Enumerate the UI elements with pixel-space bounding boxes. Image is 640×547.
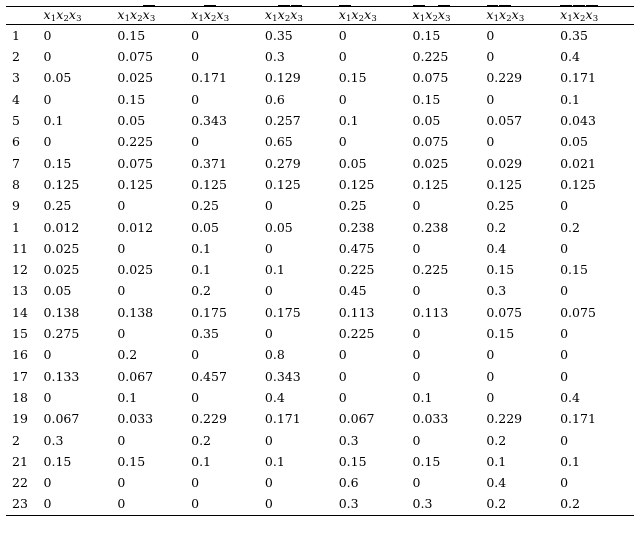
variable-subscript: 2 [358, 13, 365, 24]
table-cell: 0.15 [486, 326, 515, 342]
table-cell: 0.238 [338, 219, 375, 235]
table-cell: 0.021 [560, 155, 596, 171]
table-cell: 0.067 [43, 411, 80, 427]
column-header-c5 [339, 7, 413, 25]
table-cell: 0.225 [338, 326, 375, 342]
table-cell: 0.1 [338, 113, 359, 129]
table-cell: 0.371 [191, 155, 227, 171]
row-index-cell: 5 [12, 113, 20, 129]
variable-subscript: 2 [211, 13, 217, 24]
table-cell: 0.225 [117, 134, 154, 150]
table-cell: 0 [191, 493, 265, 515]
table-cell: 0.15 [413, 24, 487, 46]
column-header-c3 [191, 7, 265, 25]
table-cell: 0 [191, 475, 200, 491]
table-cell: 0 [43, 49, 52, 65]
variable-subscript: 1 [567, 13, 573, 24]
table-cell: 0.4 [264, 389, 285, 405]
variable-glyph: $x_1$ [43, 7, 57, 24]
variable-subscript: 3 [518, 13, 525, 24]
table-cell: 0 [560, 326, 569, 342]
variable-glyph: $x_1$ [264, 7, 278, 24]
variable-glyph: $x_2$ [572, 7, 586, 24]
row-index-cell: 2 [12, 49, 20, 65]
table-cell: 0 [412, 283, 421, 299]
table-cell: 0.075 [412, 70, 449, 86]
table-cell: 0 [338, 389, 347, 405]
variable-subscript: 1 [345, 13, 352, 24]
table-row [6, 195, 634, 216]
table-cell: 0.171 [560, 70, 596, 86]
table-cell: 0.15 [412, 91, 441, 107]
table-cell: 0.025 [117, 262, 154, 278]
table-cell: 0.1 [560, 91, 580, 107]
table-row [6, 430, 634, 451]
column-header-c4 [265, 7, 339, 25]
table-row [6, 344, 634, 365]
table-cell: 0 [412, 326, 421, 342]
table-cell: 0 [486, 91, 495, 107]
table-head [6, 7, 634, 25]
table-cell: 0 [486, 24, 560, 46]
table-cell: 0.1 [264, 453, 285, 469]
table-cell: 0.25 [43, 198, 72, 214]
table-cell: 0.05 [117, 113, 146, 129]
table-cell: 0.457 [191, 368, 227, 384]
variable-glyph: $x_1$ [117, 7, 130, 24]
table-cell: 0.15 [43, 155, 72, 171]
table-cell: 0.25 [191, 198, 219, 214]
table-cell: 0.012 [43, 219, 80, 235]
table-cell: 0 [486, 347, 495, 363]
table-cell: 0 [486, 134, 495, 150]
variable-subscript: 2 [137, 13, 143, 24]
table-cell: 0 [191, 49, 200, 65]
table-cell: 0.05 [191, 219, 219, 235]
variable-subscript: 2 [63, 13, 69, 24]
table-cell: 0 [338, 347, 347, 363]
variable-glyph: $x_1$ [560, 7, 573, 24]
table-cell: 0 [412, 347, 421, 363]
table-cell: 0.15 [117, 91, 146, 107]
table-cell: 0 [44, 24, 118, 46]
table-cell: 0.3 [339, 493, 413, 515]
table-cell: 0 [43, 347, 52, 363]
table-cell: 0.343 [191, 113, 227, 129]
table-row [6, 493, 634, 515]
row-index-cell: 14 [12, 304, 28, 320]
table-cell: 0.2 [560, 219, 580, 235]
table-cell: 0 [560, 368, 569, 384]
variable-glyph: $x_3$ [290, 7, 303, 24]
variable-glyph: $x_2$ [277, 7, 291, 24]
column-header-c1 [44, 7, 118, 25]
variable-glyph: $x_3$ [437, 7, 451, 24]
variable-subscript: 3 [371, 13, 377, 24]
table-cell: 0.075 [117, 49, 154, 65]
row-index-cell: 21 [12, 453, 28, 469]
variable-glyph: $x_2$ [351, 7, 365, 24]
row-index-cell: 6 [12, 134, 20, 150]
table-cell: 0 [43, 91, 52, 107]
variable-glyph: $x_2$ [203, 7, 217, 24]
table-cell: 0.025 [117, 70, 154, 86]
table-cell: 0.3 [413, 493, 487, 515]
table-cell: 0.15 [412, 453, 441, 469]
variable-glyph: $x_3$ [585, 7, 599, 24]
table-cell: 0.35 [191, 326, 219, 342]
table-cell: 0.033 [412, 411, 449, 427]
table-cell: 0.15 [117, 24, 191, 46]
table-cell: 0 [117, 240, 126, 256]
table-cell: 0.229 [486, 411, 523, 427]
table-cell: 0.113 [338, 304, 375, 320]
table-cell: 0.171 [191, 70, 227, 86]
table-cell: 0.025 [43, 262, 80, 278]
variable-glyph: $x_3$ [364, 7, 377, 24]
table-row [6, 387, 634, 408]
table-cell: 0.029 [486, 155, 523, 171]
table-cell: 0.1 [264, 262, 285, 278]
table-cell: 0.45 [338, 283, 367, 299]
table-cell: 0 [43, 134, 52, 150]
table-cell: 0 [486, 368, 495, 384]
table-cell: 0.171 [264, 411, 301, 427]
table-row [6, 24, 634, 46]
table-cell: 0 [486, 49, 495, 65]
table-cell: 0 [412, 240, 421, 256]
table-cell: 0.125 [264, 176, 301, 192]
table-cell: 0.05 [264, 219, 293, 235]
table-cell: 0.125 [412, 176, 449, 192]
table-cell: 0 [44, 493, 118, 515]
table-cell: 0.075 [412, 134, 449, 150]
table-cell: 0.033 [117, 411, 154, 427]
table-cell: 0.1 [191, 240, 212, 256]
table-cell: 0 [191, 347, 200, 363]
table-cell: 0.2 [117, 347, 138, 363]
table-cell: 0.075 [117, 155, 154, 171]
table-cell: 0.1 [486, 453, 507, 469]
table-cell: 0.125 [560, 176, 596, 192]
row-index-cell: 11 [12, 240, 28, 256]
variable-glyph: $x_2$ [425, 7, 438, 24]
table-row [6, 110, 634, 131]
row-index-cell: 1 [12, 219, 20, 235]
table-cell: 0 [560, 475, 569, 491]
table-cell: 0.175 [191, 304, 227, 320]
variable-glyph: $x_1$ [486, 7, 499, 24]
table-cell: 0.025 [412, 155, 449, 171]
table-cell: 0.4 [560, 389, 580, 405]
table-cell: 0 [264, 198, 273, 214]
variable-subscript: 2 [506, 13, 512, 24]
table-cell: 0.6 [264, 91, 285, 107]
table-cell: 0 [412, 432, 421, 448]
table-cell: 0 [264, 326, 273, 342]
table-cell: 0 [117, 493, 191, 515]
table-row [6, 174, 634, 195]
table-cell: 0 [117, 326, 126, 342]
table-cell: 0.125 [43, 176, 80, 192]
variable-subscript: 1 [50, 13, 57, 24]
table-cell: 0 [338, 49, 347, 65]
table-cell: 0.125 [486, 176, 523, 192]
table-cell: 0.257 [264, 113, 301, 129]
row-index-cell: 17 [12, 368, 28, 384]
table-cell: 0.65 [264, 134, 293, 150]
table-cell: 0.025 [43, 240, 80, 256]
row-index-cell: 13 [12, 283, 28, 299]
row-index-cell: 4 [12, 91, 20, 107]
table-cell: 0.1 [191, 262, 212, 278]
table-cell: 0.229 [191, 411, 227, 427]
table-cell: 0 [264, 432, 273, 448]
table-cell: 0.25 [338, 198, 367, 214]
row-index-cell: 3 [12, 70, 20, 86]
variable-subscript: 3 [297, 13, 303, 24]
table-row [6, 259, 634, 280]
table-cell: 0.3 [338, 432, 359, 448]
table-row [6, 217, 634, 238]
table-row [6, 67, 634, 88]
table-cell: 0.225 [338, 262, 375, 278]
variable-subscript: 1 [272, 13, 278, 24]
table-cell: 0 [117, 283, 126, 299]
table-cell: 0.15 [338, 70, 367, 86]
table-cell: 0 [191, 134, 200, 150]
table-cell: 0.1 [560, 453, 580, 469]
row-index-cell: 8 [12, 176, 20, 192]
table-cell: 0.138 [43, 304, 80, 320]
row-index-cell: 19 [12, 411, 28, 427]
table-cell: 0.3 [486, 283, 507, 299]
variable-subscript: 3 [149, 13, 156, 24]
table-cell: 0.067 [117, 368, 154, 384]
table-cell: 0.1 [117, 389, 138, 405]
variable-subscript: 1 [493, 13, 499, 24]
table-cell: 0 [412, 368, 421, 384]
row-index-cell: 18 [12, 389, 28, 405]
table-cell: 0 [338, 368, 347, 384]
table-cell: 0 [486, 389, 495, 405]
table-cell: 0 [191, 24, 265, 46]
column-header-c2 [117, 7, 191, 25]
table-cell: 0.2 [486, 493, 560, 515]
table-cell: 0.125 [117, 176, 154, 192]
table-cell: 0.35 [265, 24, 339, 46]
table-cell: 0 [117, 198, 126, 214]
variable-glyph: $x_2$ [498, 7, 512, 24]
table-body [6, 24, 634, 515]
table-cell: 0.4 [486, 240, 507, 256]
table-cell: 0.238 [412, 219, 449, 235]
row-index-cell: 12 [12, 262, 28, 278]
table-cell: 0.1 [191, 453, 212, 469]
row-index-cell: 22 [12, 475, 28, 491]
table-cell: 0.125 [191, 176, 227, 192]
table-row [6, 131, 634, 152]
variable-subscript: 3 [223, 13, 230, 24]
table-row [6, 451, 634, 472]
table-cell: 0.2 [191, 283, 212, 299]
table-cell: 0.133 [43, 368, 80, 384]
variable-glyph: $x_2$ [130, 7, 143, 24]
table-cell: 0 [191, 389, 200, 405]
table-row [6, 472, 634, 493]
variable-subscript: 3 [592, 13, 599, 24]
table-cell: 0.225 [412, 262, 449, 278]
table-row [6, 153, 634, 174]
row-index-cell: 23 [6, 493, 44, 515]
table-cell: 0.075 [486, 304, 523, 320]
table-cell: 0 [43, 475, 52, 491]
table-cell: 0.138 [117, 304, 154, 320]
table-row [6, 89, 634, 110]
variable-subscript: 3 [76, 13, 82, 24]
table-cell: 0 [560, 240, 569, 256]
table-cell: 0.15 [338, 453, 367, 469]
variable-glyph: $x_3$ [511, 7, 525, 24]
table-cell: 0.2 [560, 493, 634, 515]
table-cell: 0 [117, 432, 126, 448]
table-cell: 0.125 [338, 176, 375, 192]
table-cell: 0 [338, 134, 347, 150]
table-cell: 0.15 [560, 262, 588, 278]
column-header-c8 [560, 7, 634, 25]
table-cell: 0.15 [43, 453, 72, 469]
table-cell: 0.129 [264, 70, 301, 86]
table-cell: 0 [560, 432, 569, 448]
variable-glyph: $x_3$ [142, 7, 156, 24]
table-cell: 0.4 [560, 49, 580, 65]
variable-subscript: 1 [198, 13, 204, 24]
table-cell: 0.1 [412, 389, 433, 405]
table-row [6, 238, 634, 259]
probability-table [6, 6, 634, 516]
variable-glyph: $x_3$ [68, 7, 82, 24]
variable-glyph: $x_1$ [412, 7, 426, 24]
variable-subscript: 2 [432, 13, 438, 24]
table-cell: 0.05 [412, 113, 441, 129]
table-cell: 0 [560, 283, 569, 299]
table-cell: 0 [43, 389, 52, 405]
table-cell: 0.6 [338, 475, 359, 491]
column-header-c6 [413, 7, 487, 25]
table-row [6, 323, 634, 344]
table-cell: 0 [412, 475, 421, 491]
table-cell: 0 [191, 91, 200, 107]
variable-glyph: $x_1$ [191, 7, 204, 24]
table-cell: 0 [560, 347, 569, 363]
table-cell: 0 [264, 240, 273, 256]
row-index-cell: 15 [12, 326, 28, 342]
table-cell: 0 [117, 475, 126, 491]
table-cell: 0.175 [264, 304, 301, 320]
variable-subscript: 1 [124, 13, 130, 24]
table-cell: 0.05 [338, 155, 367, 171]
row-index-cell: 2 [12, 432, 20, 448]
table-cell: 0.25 [486, 198, 515, 214]
table-cell: 0.057 [486, 113, 523, 129]
table-cell: 0.043 [560, 113, 596, 129]
table-cell: 0.229 [486, 70, 523, 86]
column-header-index [6, 7, 44, 25]
table-cell: 0.8 [264, 347, 285, 363]
table-cell: 0 [560, 198, 569, 214]
row-index-cell: 16 [12, 347, 28, 363]
table-cell: 0.225 [412, 49, 449, 65]
table-cell: 0.1 [43, 113, 64, 129]
variable-glyph: $x_2$ [56, 7, 69, 24]
table-cell: 0.275 [43, 326, 80, 342]
variable-subscript: 2 [580, 13, 586, 24]
table-cell: 0.05 [43, 283, 72, 299]
table-cell: 0.012 [117, 219, 154, 235]
column-header-c7 [486, 7, 560, 25]
table-cell: 0.075 [560, 304, 596, 320]
table-cell: 0.3 [264, 49, 285, 65]
table-cell: 0.3 [43, 432, 64, 448]
row-index-cell: 9 [12, 198, 20, 214]
variable-glyph: $x_3$ [216, 7, 230, 24]
table-cell: 0.171 [560, 411, 596, 427]
table-row [6, 408, 634, 429]
table-row [6, 302, 634, 323]
variable-subscript: 3 [445, 13, 451, 24]
variable-glyph: $x_1$ [338, 7, 352, 24]
table-cell: 0.2 [486, 219, 507, 235]
table-cell: 0.15 [117, 453, 146, 469]
table-cell: 0.35 [560, 24, 634, 46]
table-cell: 0.343 [264, 368, 301, 384]
table-cell: 0.05 [43, 70, 72, 86]
table-cell: 0 [412, 198, 421, 214]
table-cell: 0.067 [338, 411, 375, 427]
table-cell: 0.113 [412, 304, 449, 320]
table-row [6, 280, 634, 301]
table-row [6, 366, 634, 387]
table-cell: 0 [338, 91, 347, 107]
table-cell: 0.15 [486, 262, 515, 278]
variable-subscript: 1 [419, 13, 426, 24]
variable-subscript: 2 [284, 13, 291, 24]
table-row [6, 46, 634, 67]
table-cell: 0.2 [191, 432, 212, 448]
table-cell: 0.475 [338, 240, 375, 256]
table-cell: 0.2 [486, 432, 507, 448]
row-index-cell: 1 [6, 24, 44, 46]
row-index-cell: 7 [12, 155, 20, 171]
table-cell: 0.279 [264, 155, 301, 171]
table-cell: 0 [339, 24, 413, 46]
table-cell: 0 [264, 283, 273, 299]
table-header-row [6, 7, 634, 25]
table-cell: 0.4 [486, 475, 507, 491]
table-cell: 0 [265, 493, 339, 515]
table-cell: 0 [264, 475, 273, 491]
table-cell: 0.05 [560, 134, 588, 150]
